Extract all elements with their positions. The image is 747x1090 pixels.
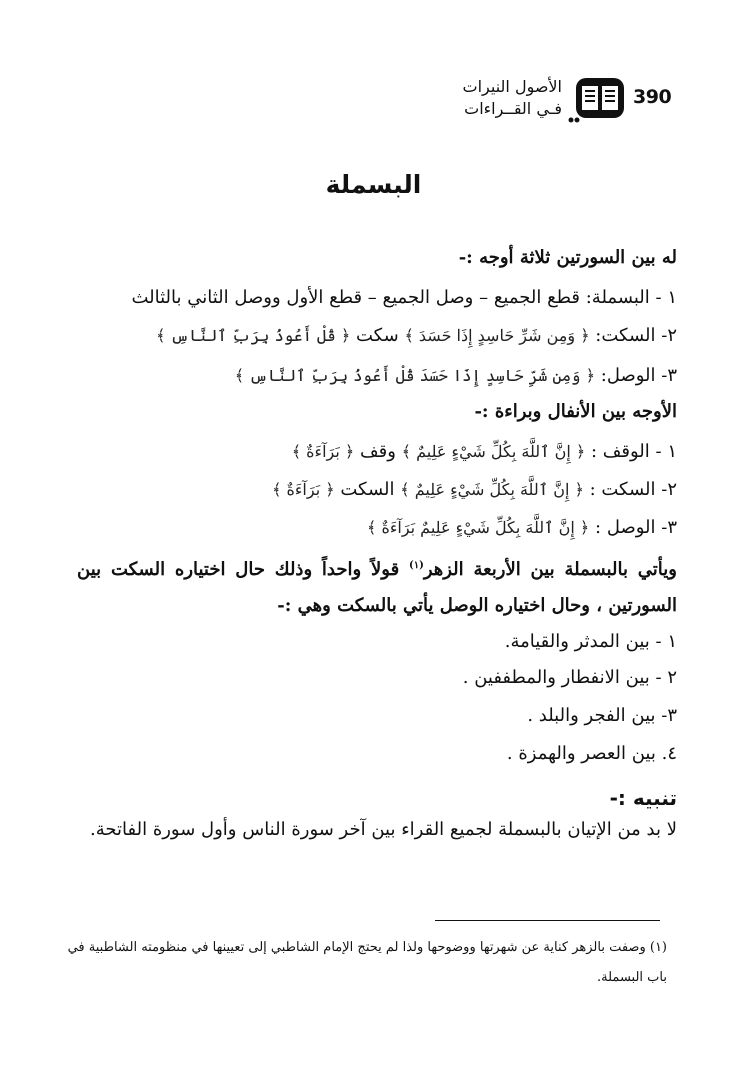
running-title: [402, 76, 562, 120]
running-title-line1: الأصول النيرات: [462, 77, 562, 96]
wasl-prefix: ٣- الوصل:: [600, 365, 677, 386]
quran-verse-anfal: ﴿ إِنَّ ٱللَّهَ بِكُلِّ شَيْءٍ عَلِيمٌ ﴾: [401, 442, 586, 461]
wasl2-prefix: ٣- الوصل :: [595, 517, 677, 538]
zuhr-text-b: قولاً واحداً وذلك حال اختياره السكت بين: [77, 559, 400, 580]
zuhr-text-a: ويأتي بالبسملة بين الأربعة الزهر: [423, 559, 677, 580]
basmala-options-line: ١ - البسملة: قطع الجميع – وصل الجميع – قطع الأول ووصل الثاني بالثالث: [131, 287, 677, 308]
quran-verse-joined-baraa: ﴿ إِنَّ ٱللَّهَ بِكُلِّ شَيْءٍ عَلِيمٌ بَرَآءَةٌ ﴾: [367, 518, 590, 537]
list-item: ٣- بين الفجر والبلد .: [527, 705, 677, 726]
quran-verse-baraa: ﴿ بَرَآءَةٌ ﴾: [291, 442, 355, 461]
note-heading: تنبيه :-: [609, 786, 677, 810]
footnote-divider: [435, 920, 660, 921]
section-title: البسملة: [325, 170, 422, 199]
waqf-line: [77, 438, 677, 466]
running-title-line2: فـي القــراءات: [464, 99, 562, 118]
quran-verse-joined: ﴿ وَمِن شَرِّ حَاسِدٍ إِذَا حَسَدَ قُلْ أَعُوذُ بِرَبِّ ٱلنَّاسِ ﴾: [234, 366, 596, 385]
waqf-word: وقف: [360, 441, 396, 462]
footnote-line1: (١) وصفت بالزهر كناية عن شهرتها ووضوحها ولذا لم يحتج الإمام الشاطبي إلى تعيينها في منظومته الشاطبية في: [67, 940, 667, 955]
list-item: ٤. بين العصر والهمزة .: [506, 743, 677, 764]
sakt-word: سكت: [356, 325, 399, 346]
footnote-ref: (١): [408, 560, 424, 571]
list-item: ٢ - بين الانفطار والمطففين .: [462, 667, 677, 688]
quran-verse-baraa: ﴿ بَرَآءَةٌ ﴾: [272, 480, 335, 499]
waqf-prefix: ١ - الوقف :: [590, 441, 677, 462]
sakt-prefix: ٢- السكت:: [595, 325, 677, 346]
list-item: ١ - بين المدثر والقيامة.: [504, 631, 677, 652]
wasl-line: [77, 362, 677, 390]
zuhr-line: [77, 552, 677, 584]
sakt2-line: [77, 476, 677, 504]
open-book-icon: [568, 76, 628, 124]
note-text: لا بد من الإتيان بالبسملة لجميع القراء بين آخر سورة الناس وأول سورة الفاتحة.: [90, 819, 677, 840]
surahs-line: السورتين ، وحال اختياره الوصل يأتي بالسكت وهي :-: [277, 595, 677, 616]
page-number: 390: [633, 86, 672, 108]
footnote-line2: باب البسملة.: [597, 970, 667, 985]
quran-verse-nas: ﴿ قُلْ أَعُوذُ بِرَبِّ ٱلنَّاسِ ﴾: [156, 326, 351, 345]
anfal-heading: الأوجه بين الأنفال وبراءة :-: [474, 401, 677, 422]
sakt-line: [77, 322, 677, 350]
sakt2-prefix: ٢- السكت :: [589, 479, 677, 500]
intro-line: له بين السورتين ثلاثة أوجه :-: [458, 247, 677, 268]
quran-verse-falaq: ﴿ وَمِن شَرِّ حَاسِدٍ إِذَا حَسَدَ ﴾: [404, 326, 590, 345]
quran-verse-anfal: ﴿ إِنَّ ٱللَّهَ بِكُلِّ شَيْءٍ عَلِيمٌ ﴾: [400, 480, 584, 499]
sakt2-word: السكت: [340, 479, 395, 500]
wasl2-line: [77, 514, 677, 542]
